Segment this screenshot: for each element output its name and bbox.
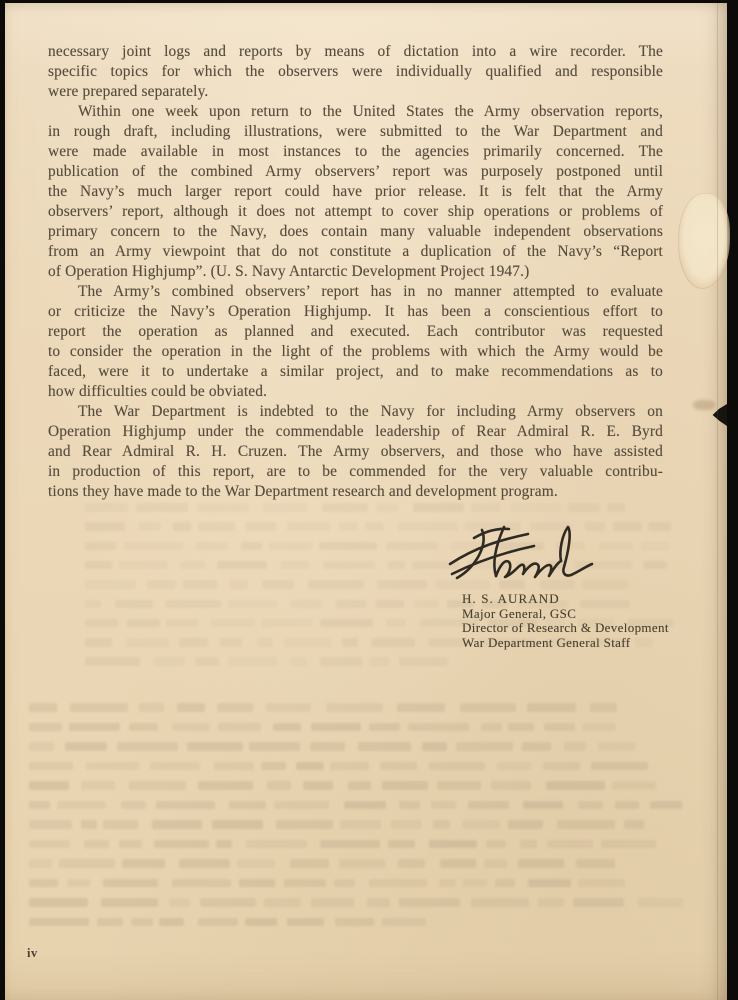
paragraph	[48, 282, 663, 402]
bleed-through-word	[386, 619, 406, 628]
bleed-through-word	[322, 503, 369, 512]
bleed-through-word	[217, 703, 253, 712]
bleed-through-word	[67, 879, 90, 888]
bleed-through-word	[376, 503, 398, 512]
bleed-through-word	[81, 820, 97, 829]
bleed-through-word	[195, 657, 218, 666]
bleed-through-word	[291, 600, 322, 609]
bleed-through-word	[29, 840, 70, 849]
bleed-through-word	[456, 742, 513, 751]
text-line: necessary joint logs and reports by means of dictation into a wire recorder. The	[48, 43, 663, 60]
bleed-through-word	[29, 723, 62, 732]
bleed-through-word	[274, 801, 329, 810]
bleed-through-word	[311, 898, 354, 907]
bleed-through-line	[29, 918, 439, 936]
text-line: were prepared separately.	[48, 83, 209, 100]
bleed-through-word	[284, 879, 326, 888]
bleed-through-word	[624, 820, 644, 829]
bleed-through-word	[245, 522, 277, 531]
text-line: and Rear Admiral R. H. Cruzen. The Army observers, and those who have assisted	[48, 443, 663, 460]
signatory-rank: Major General, GSC	[462, 605, 577, 621]
bleed-through-word	[85, 600, 101, 609]
bleed-through-word	[607, 503, 625, 512]
bleed-through-word	[154, 657, 185, 666]
text-line: specific topics for which the observers were individually qualified and responsible	[48, 63, 663, 80]
bleed-through-word	[386, 542, 438, 551]
bleed-through-word	[57, 801, 106, 810]
bleed-through-word	[159, 918, 184, 927]
bleed-through-word	[564, 742, 586, 751]
bleed-through-line	[29, 879, 649, 897]
bleed-through-line	[29, 703, 625, 721]
bleed-through-word	[471, 503, 501, 512]
bleed-through-word	[546, 781, 606, 790]
bleed-through-word	[557, 820, 615, 829]
bleed-through-word	[641, 542, 668, 551]
bleed-through-word	[582, 723, 617, 732]
bleed-through-word	[103, 879, 157, 888]
text-line: report the operation as planned and executed. Each contributor was requested	[48, 323, 663, 340]
bleed-through-word	[339, 859, 386, 868]
bleed-through-word	[217, 561, 268, 570]
bleed-through-word	[119, 561, 168, 570]
bleed-through-word	[124, 542, 183, 551]
bleed-through-word	[369, 723, 400, 732]
text-line: were made available in most instances to the agencies primarily concerned. The	[48, 143, 663, 160]
bleed-through-word	[598, 742, 635, 751]
bleed-through-word	[196, 542, 228, 551]
bleed-through-word	[29, 918, 89, 927]
bleed-through-word	[136, 503, 188, 512]
bleed-through-word	[85, 542, 116, 551]
bleed-through-word	[339, 522, 357, 531]
bleed-through-word	[85, 638, 112, 647]
bleed-through-word	[166, 619, 198, 628]
bleed-through-word	[601, 840, 656, 849]
bleed-through-word	[228, 657, 278, 666]
bleed-through-word	[462, 820, 500, 829]
bleed-through-word	[119, 840, 142, 849]
bleed-through-word	[369, 657, 389, 666]
bleed-through-word	[382, 781, 428, 790]
edge-smudge	[693, 400, 715, 410]
bleed-through-word	[69, 723, 121, 732]
bleed-through-word	[85, 561, 112, 570]
bleed-through-word	[527, 703, 576, 712]
bleed-through-word	[336, 600, 366, 609]
bleed-through-word	[615, 801, 639, 810]
bleed-through-word	[481, 723, 501, 732]
bleed-through-word	[397, 703, 445, 712]
bleed-through-word	[486, 840, 505, 849]
bleed-through-word	[122, 859, 166, 868]
bleed-through-word	[179, 859, 230, 868]
bleed-through-word	[367, 898, 390, 907]
page-number: iv	[27, 946, 38, 960]
bleed-through-word	[70, 703, 128, 712]
bleed-through-word	[578, 801, 602, 810]
bleed-through-word	[287, 918, 323, 927]
bleed-through-word	[211, 619, 255, 628]
bleed-through-word	[440, 859, 476, 868]
bleed-through-word	[643, 561, 667, 570]
bleed-through-word	[612, 781, 656, 790]
bleed-through-word	[177, 703, 205, 712]
text-line: primary concern to the Navy, does contain many valuable independent observations	[48, 223, 663, 240]
bleed-through-word	[269, 542, 312, 551]
bleed-through-word	[573, 898, 624, 907]
bleed-through-word	[544, 723, 575, 732]
bleed-through-word	[29, 703, 57, 712]
bleed-through-word	[543, 762, 580, 771]
bleed-through-word	[344, 801, 386, 810]
bleed-through-word	[261, 762, 285, 771]
bleed-through-word	[152, 820, 202, 829]
bleed-through-word	[398, 859, 425, 868]
bleed-through-word	[429, 762, 484, 771]
bleed-through-word	[388, 561, 406, 570]
text-line: or criticize the Navy’s Operation Highjump. It has been a conscientious effort to	[48, 303, 663, 320]
bleed-through-word	[358, 742, 411, 751]
bleed-through-word	[85, 619, 118, 628]
bleed-through-word	[431, 801, 456, 810]
bleed-through-word	[81, 781, 114, 790]
body-text	[48, 42, 663, 502]
bleed-through-word	[508, 820, 543, 829]
bleed-through-word	[262, 580, 294, 589]
bleed-through-word	[415, 600, 438, 609]
bleed-through-word	[257, 638, 273, 647]
bleed-through-word	[326, 703, 383, 712]
bleed-through-word	[376, 600, 404, 609]
bleed-through-word	[150, 762, 200, 771]
signatory-name: H. S. AURAND	[462, 591, 560, 606]
bleed-through-word	[578, 879, 625, 888]
text-line: observers’ report, although it does not attempt to cover ship operations or problems of	[48, 203, 663, 220]
bleed-through-word	[139, 703, 164, 712]
bleed-through-word	[198, 781, 253, 790]
bleed-through-word	[599, 542, 633, 551]
text-line: Within one week upon return to the United States the Army observation reports,	[78, 103, 663, 120]
text-line: the Navy’s much larger report could have prior release. It is felt that the Army	[48, 183, 663, 200]
bleed-through-word	[377, 580, 427, 589]
bleed-through-word	[547, 840, 593, 849]
bleed-through-word	[471, 898, 529, 907]
bleed-through-word	[408, 723, 469, 732]
signatory-title: Director of Research & Development	[462, 620, 669, 636]
bleed-through-word	[520, 840, 537, 849]
bleed-through-line	[29, 762, 669, 780]
bleed-through-word	[29, 762, 73, 771]
bleed-through-word	[273, 723, 301, 732]
bleed-through-word	[276, 820, 333, 829]
bleed-through-word	[129, 723, 159, 732]
bleed-through-word	[613, 522, 642, 531]
paragraph	[48, 102, 663, 282]
bleed-through-word	[198, 522, 235, 531]
bleed-through-word	[591, 762, 648, 771]
bleed-through-word	[323, 561, 376, 570]
signature-block	[462, 592, 669, 650]
bleed-through-word	[126, 638, 169, 647]
text-line: of Operation Highjump”. (U. S. Navy Antarctic Development Project 1947.)	[48, 263, 530, 280]
bleed-through-word	[528, 879, 571, 888]
bleed-through-word	[399, 898, 460, 907]
bleed-through-word	[29, 801, 50, 810]
bleed-through-line	[29, 840, 660, 858]
bleed-through-word	[484, 859, 507, 868]
bleed-through-word	[296, 762, 324, 771]
text-line: publication of the combined Army observers’ report was purposely postponed until	[48, 163, 663, 180]
bleed-through-word	[84, 840, 109, 849]
bleed-through-word	[399, 801, 420, 810]
bleed-through-word	[241, 542, 262, 551]
bleed-through-word	[413, 503, 464, 512]
bleed-through-word	[29, 898, 88, 907]
bleed-through-word	[214, 762, 254, 771]
bleed-through-word	[468, 801, 508, 810]
bleed-through-word	[335, 918, 375, 927]
bleed-through-word	[229, 801, 266, 810]
bleed-through-word	[308, 580, 364, 589]
bleed-through-word	[147, 580, 177, 589]
bleed-through-word	[518, 859, 564, 868]
bleed-through-word	[86, 762, 139, 771]
bleed-through-word	[437, 781, 481, 790]
bleed-through-word	[200, 898, 256, 907]
bleed-through-word	[267, 781, 291, 790]
paragraph	[48, 402, 663, 502]
text-line: The War Department is indebted to the Navy for including Army observers on	[78, 403, 663, 420]
bleed-through-word	[491, 781, 530, 790]
bleed-through-word	[522, 742, 550, 751]
bleed-through-word	[29, 879, 58, 888]
bleed-through-word	[117, 742, 178, 751]
bleed-through-word	[198, 918, 239, 927]
text-line: tions they have made to the War Department research and development program.	[48, 483, 558, 500]
bleed-through-word	[311, 723, 361, 732]
bleed-through-word	[497, 762, 531, 771]
bleed-through-word	[154, 840, 210, 849]
bleed-through-word	[131, 918, 153, 927]
bleed-through-word	[429, 840, 478, 849]
bleed-through-word	[29, 781, 69, 790]
bleed-through-word	[365, 522, 384, 531]
bleed-through-word	[462, 879, 487, 888]
bleed-through-word	[388, 840, 416, 849]
text-line: how difficulties could be obviated.	[48, 383, 268, 400]
paragraph	[48, 42, 663, 102]
bleed-through-word	[422, 742, 447, 751]
bleed-through-word	[495, 879, 515, 888]
bleed-through-line	[29, 820, 655, 838]
bleed-through-word	[115, 600, 153, 609]
signatory-organization: War Department General Staff	[462, 634, 631, 650]
bleed-through-word	[237, 859, 275, 868]
bleed-through-word	[508, 723, 535, 732]
bleed-through-word	[85, 657, 140, 666]
bleed-through-word	[85, 580, 136, 589]
bleed-through-word	[169, 898, 190, 907]
bleed-through-word	[439, 879, 456, 888]
bleed-through-word	[173, 522, 190, 531]
bleed-through-line	[29, 742, 643, 760]
bleed-through-line	[29, 859, 629, 877]
bleed-through-word	[576, 859, 615, 868]
bleed-through-word	[264, 898, 301, 907]
bleed-through-word	[121, 801, 146, 810]
bleed-through-word	[197, 503, 249, 512]
text-line: Operation Highjump under the commendable leadership of Rear Admiral R. E. Byrd	[48, 423, 663, 440]
bleed-through-word	[348, 781, 371, 790]
bleed-through-word	[127, 619, 160, 628]
paper-stain	[678, 193, 730, 289]
bleed-through-word	[85, 503, 128, 512]
bleed-through-word	[648, 522, 671, 531]
bleed-through-line	[29, 801, 682, 819]
bleed-through-word	[245, 918, 277, 927]
bleed-through-word	[284, 638, 331, 647]
bleed-through-word	[369, 879, 427, 888]
bleed-through-word	[290, 859, 329, 868]
bleed-through-word	[280, 561, 308, 570]
bleed-through-word	[103, 820, 138, 829]
bleed-through-text-lower	[29, 703, 691, 947]
bleed-through-word	[523, 801, 563, 810]
bleed-through-word	[380, 762, 416, 771]
bleed-through-word	[638, 898, 683, 907]
bleed-through-word	[568, 503, 600, 512]
bleed-through-word	[330, 762, 368, 771]
bleed-through-word	[183, 580, 217, 589]
bleed-through-line	[85, 657, 457, 675]
bleed-through-word	[29, 742, 54, 751]
bleed-through-word	[218, 723, 260, 732]
bleed-through-word	[371, 638, 415, 647]
bleed-through-word	[538, 898, 564, 907]
bleed-through-word	[97, 918, 123, 927]
bleed-through-word	[433, 820, 450, 829]
bleed-through-word	[266, 703, 311, 712]
bleed-through-word	[391, 820, 421, 829]
bleed-through-word	[303, 781, 333, 790]
bleed-through-word	[156, 801, 215, 810]
bleed-through-word	[220, 638, 242, 647]
text-line: from an Army viewpoint that do not constitute a duplication of the Navy’s “Report	[48, 243, 663, 260]
bleed-through-word	[399, 657, 449, 666]
text-line: in rough draft, including illustrations, were submitted to the War Department and	[48, 123, 663, 140]
bleed-through-word	[212, 820, 263, 829]
bleed-through-word	[172, 879, 231, 888]
bleed-through-word	[229, 580, 248, 589]
bleed-through-word	[262, 619, 312, 628]
bleed-through-word	[139, 522, 162, 531]
bleed-through-word	[180, 561, 206, 570]
text-line: The Army’s combined observers’ report has in no manner attempted to evaluate	[78, 283, 663, 300]
bleed-through-word	[101, 898, 158, 907]
paper-sheet	[5, 3, 727, 1000]
bleed-through-word	[320, 657, 362, 666]
bleed-through-word	[511, 503, 561, 512]
bleed-through-line	[29, 898, 683, 916]
text-line: faced, were it to undertake a similar project, and to make recommendations as to	[48, 363, 663, 380]
bleed-through-word	[460, 703, 517, 712]
bleed-through-line	[85, 503, 625, 521]
bleed-through-word	[172, 723, 210, 732]
bleed-through-word	[319, 542, 376, 551]
bleed-through-word	[290, 657, 307, 666]
bleed-through-line	[29, 781, 661, 799]
bleed-through-word	[216, 840, 232, 849]
bleed-through-word	[29, 859, 52, 868]
bleed-through-word	[287, 522, 330, 531]
bleed-through-word	[59, 859, 115, 868]
bleed-through-word	[228, 600, 277, 609]
text-line: in production of this report, are to be commended for the very valuable contribu-	[48, 463, 663, 480]
bleed-through-word	[165, 600, 220, 609]
bleed-through-word	[187, 742, 243, 751]
bleed-through-word	[340, 820, 381, 829]
text-line: to consider the operation in the light of the problems with which the Army would be	[48, 343, 663, 360]
bleed-through-word	[249, 742, 300, 751]
bleed-through-word	[263, 503, 308, 512]
bleed-through-word	[239, 879, 275, 888]
bleed-through-word	[320, 619, 372, 628]
bleed-through-word	[310, 742, 344, 751]
bleed-through-line	[29, 723, 637, 741]
bleed-through-word	[590, 703, 617, 712]
bleed-through-word	[246, 840, 307, 849]
bleed-through-word	[29, 820, 72, 829]
bleed-through-word	[650, 801, 682, 810]
bleed-through-word	[65, 742, 107, 751]
bleed-through-word	[382, 918, 426, 927]
bleed-through-word	[334, 879, 355, 888]
bleed-through-word	[342, 638, 358, 647]
handwritten-signature-icon	[446, 523, 596, 585]
bleed-through-word	[179, 638, 208, 647]
page-edge-line	[717, 3, 718, 1000]
bleed-through-word	[129, 781, 186, 790]
bleed-through-word	[320, 840, 380, 849]
bleed-through-word	[85, 522, 125, 531]
